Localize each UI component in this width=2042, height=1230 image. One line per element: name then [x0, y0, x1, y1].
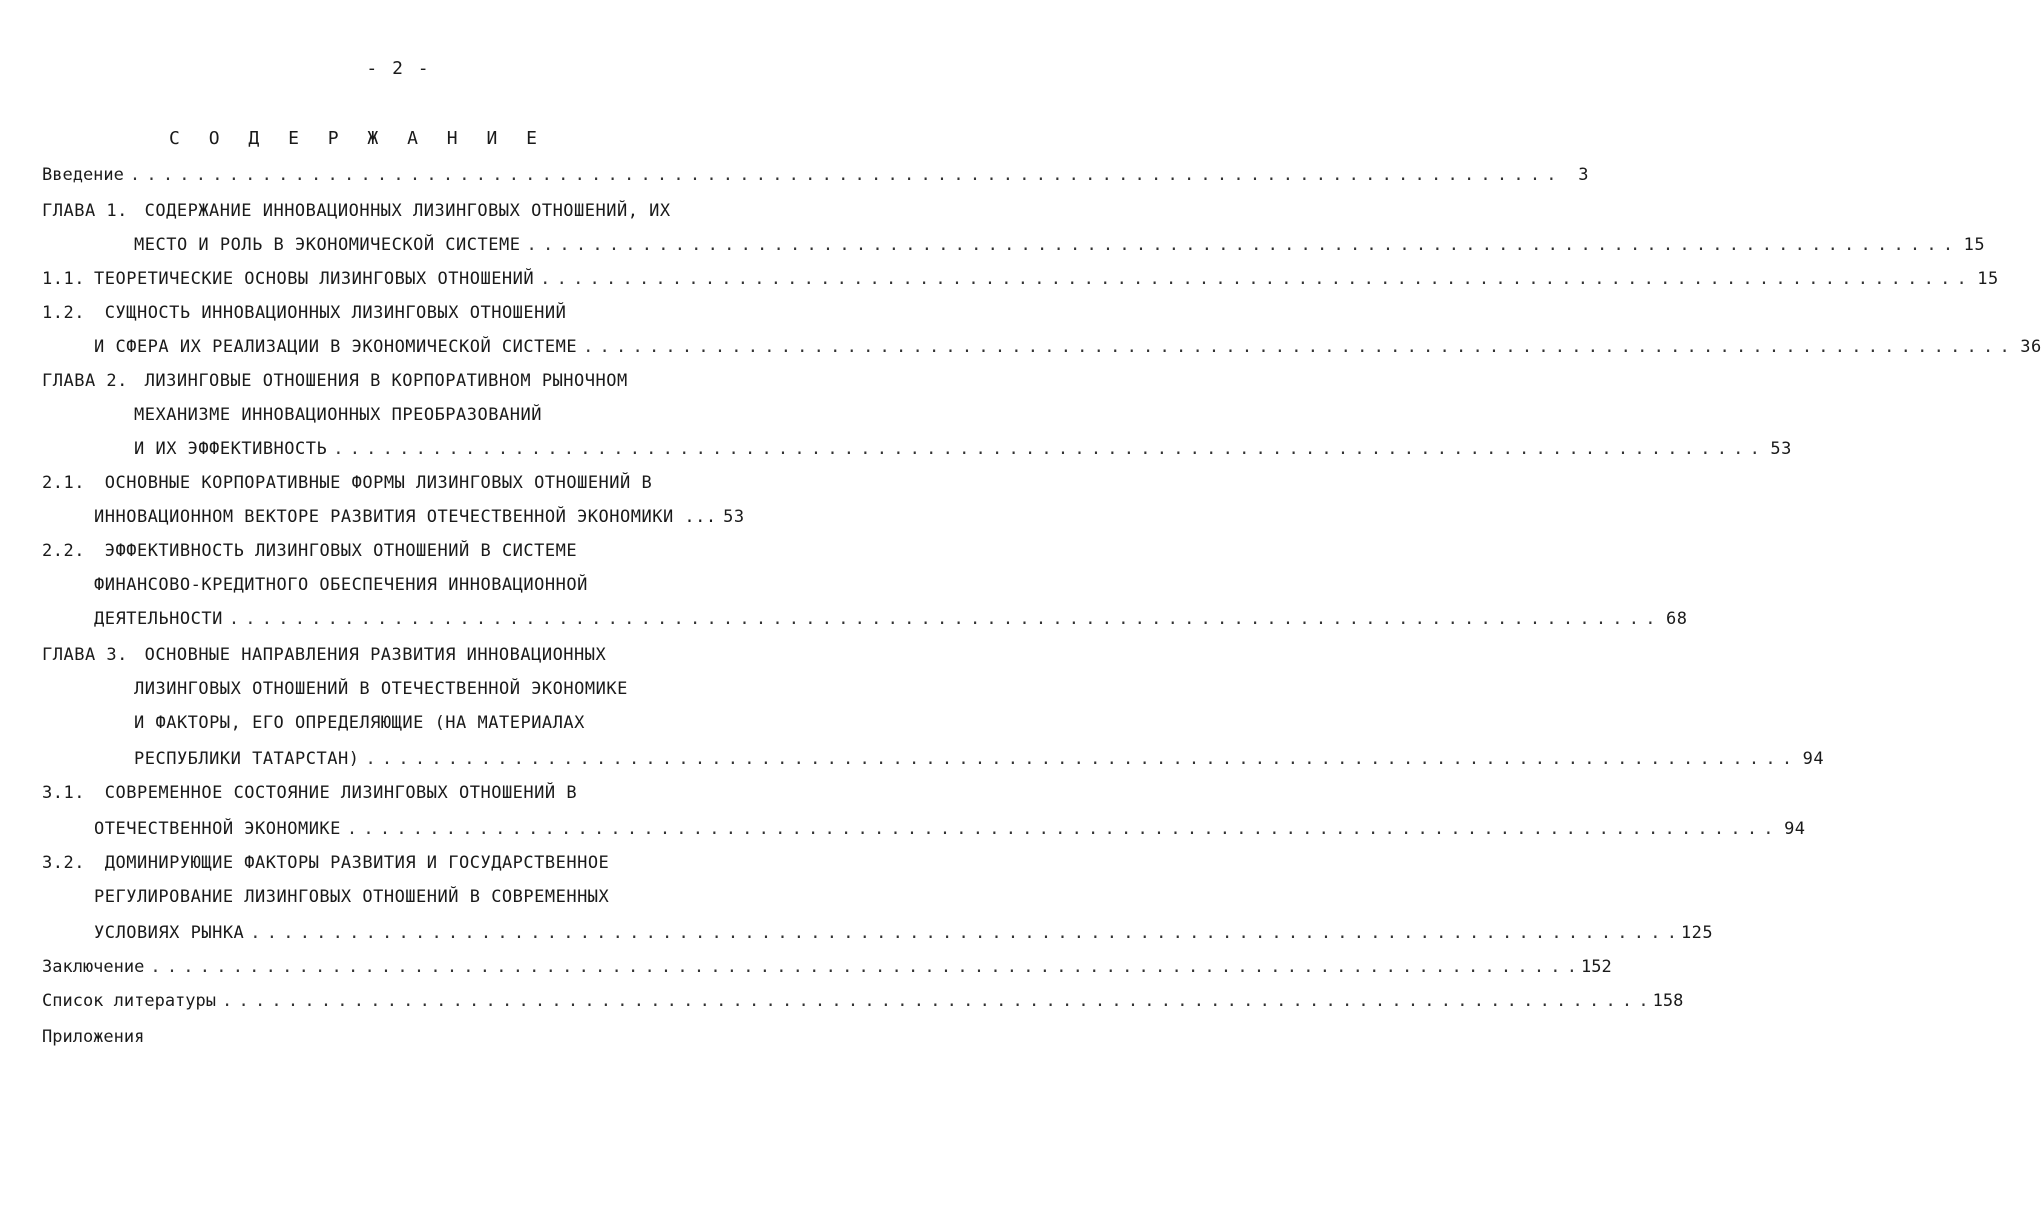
toc-chapter-2-line3[interactable]	[134, 436, 1792, 462]
toc-section-3-2-line2[interactable]	[94, 884, 891, 910]
toc-page-number: 94	[1784, 819, 1806, 839]
chapter-number: ГЛАВА 2.	[42, 371, 128, 391]
toc-entry-text: Заключение	[42, 957, 145, 977]
toc-chapter-3-line1[interactable]	[42, 642, 839, 668]
toc-page-number: 94	[1802, 749, 1825, 769]
section-title-cont: И СФЕРА ИХ РЕАЛИЗАЦИИ В ЭКОНОМИЧЕСКОЙ СИСТЕМЕ	[94, 337, 578, 357]
chapter-title-cont: ЛИЗИНГОВЫХ ОТНОШЕНИЙ В ОТЕЧЕСТВЕННОЙ ЭКОНОМИКЕ	[134, 679, 628, 699]
page-number: - 2 -	[366, 58, 431, 79]
toc-chapter-2-line1[interactable]	[42, 368, 839, 394]
section-number: 3.1.	[42, 783, 85, 803]
section-title-cont: ФИНАНСОВО-КРЕДИТНОГО ОБЕСПЕЧЕНИЯ ИННОВАЦИОННОЙ	[94, 575, 588, 595]
section-number: 2.1.	[42, 473, 85, 493]
chapter-title: ЛИЗИНГОВЫЕ ОТНОШЕНИЯ В КОРПОРАТИВНОМ РЫНОЧНОМ	[144, 371, 628, 391]
toc-section-3-1-line2[interactable]	[94, 816, 1806, 842]
toc-section-2-2-line2[interactable]	[94, 572, 891, 598]
toc-section-2-2-line1[interactable]	[42, 538, 839, 564]
toc-section-1-2-line2[interactable]	[94, 334, 2042, 360]
section-title: ОСНОВНЫЕ КОРПОРАТИВНЫЕ ФОРМЫ ЛИЗИНГОВЫХ ОТНОШЕНИЙ В	[104, 473, 653, 493]
chapter-number: ГЛАВА 3.	[42, 645, 128, 665]
leader-dots	[333, 436, 1758, 462]
leader-dots	[526, 232, 1951, 258]
section-number: 1.2.	[42, 303, 85, 323]
leader-dots	[365, 746, 1790, 772]
section-title-cont: ДЕЯТЕЛЬНОСТИ	[94, 609, 223, 629]
chapter-number: ГЛАВА 1.	[42, 201, 128, 221]
chapter-title-cont: МЕХАНИЗМЕ ИННОВАЦИОННЫХ ПРЕОБРАЗОВАНИЙ	[134, 405, 542, 425]
chapter-title-cont: РЕСПУБЛИКИ ТАТАРСТАН)	[134, 749, 360, 769]
section-number: 2.2.	[42, 541, 85, 561]
toc-entry-conclusion[interactable]	[42, 954, 1612, 980]
toc-section-2-1-line2[interactable]	[94, 504, 745, 530]
section-title: ЭФФЕКТИВНОСТЬ ЛИЗИНГОВЫХ ОТНОШЕНИЙ В СИСТЕМЕ	[104, 541, 578, 561]
toc-page-number: 125	[1680, 923, 1714, 943]
toc-section-3-1-line1[interactable]	[42, 780, 839, 806]
leader-dots	[250, 920, 1675, 946]
toc-chapter-1-line2[interactable]	[134, 232, 1986, 258]
toc-section-3-2-line3[interactable]	[94, 920, 1714, 946]
toc-chapter-3-line3[interactable]	[134, 710, 931, 736]
leader-dots	[347, 816, 1772, 842]
toc-page-number: 36	[2020, 337, 2042, 357]
toc-section-2-2-line3[interactable]	[94, 606, 1688, 632]
toc-chapter-3-line4[interactable]	[134, 746, 1825, 772]
section-title: СОВРЕМЕННОЕ СОСТОЯНИЕ ЛИЗИНГОВЫХ ОТНОШЕНИЙ В	[104, 783, 578, 803]
chapter-title-cont: И ИХ ЭФФЕКТИВНОСТЬ	[134, 439, 328, 459]
chapter-title: ОСНОВНЫЕ НАПРАВЛЕНИЯ РАЗВИТИЯ ИННОВАЦИОННЫХ	[144, 645, 607, 665]
toc-page-number: 15	[1977, 269, 1999, 289]
toc-entry-text: Список литературы	[42, 991, 216, 1011]
toc-section-1-1[interactable]	[42, 266, 1999, 292]
toc-page-number: 15	[1963, 235, 1986, 255]
leader-dots	[540, 266, 1965, 292]
section-title-cont: ОТЕЧЕСТВЕННОЙ ЭКОНОМИКЕ	[94, 819, 341, 839]
section-number: 3.2.	[42, 853, 85, 873]
toc-entry-references[interactable]	[42, 988, 1684, 1014]
toc-page-number: 3	[1578, 165, 1589, 185]
toc-page-number: 53	[723, 507, 745, 527]
toc-title: С О Д Е Р Ж А Н И Е	[169, 128, 546, 149]
toc-page-number: 53	[1770, 439, 1792, 459]
toc-section-3-2-line1[interactable]	[42, 850, 839, 876]
chapter-title: СОДЕРЖАНИЕ ИННОВАЦИОННЫХ ЛИЗИНГОВЫХ ОТНОШЕНИЙ, ИХ	[144, 201, 671, 221]
toc-entry-text: Введение	[42, 165, 124, 185]
toc-chapter-3-line2[interactable]	[134, 676, 931, 702]
section-title-cont: ИННОВАЦИОННОМ ВЕКТОРЕ РАЗВИТИЯ ОТЕЧЕСТВЕННОЙ ЭКОНОМИКИ ...	[94, 507, 717, 527]
toc-page-number: 158	[1652, 991, 1684, 1011]
section-number: 1.1.	[42, 269, 85, 289]
leader-dots	[222, 988, 1647, 1014]
toc-chapter-1-line1[interactable]	[42, 198, 839, 224]
leader-dots	[583, 334, 2008, 360]
section-title: ДОМИНИРУЮЩИЕ ФАКТОРЫ РАЗВИТИЯ И ГОСУДАРСТВЕННОЕ	[104, 853, 610, 873]
leader-dots	[130, 162, 1555, 188]
toc-page-number: 68	[1665, 609, 1688, 629]
leader-dots	[150, 954, 1575, 980]
toc-section-2-1-line1[interactable]	[42, 470, 839, 496]
toc-page-number: 152	[1581, 957, 1612, 977]
leader-dots	[229, 606, 1654, 632]
chapter-title-cont: И ФАКТОРЫ, ЕГО ОПРЕДЕЛЯЮЩИЕ (НА МАТЕРИАЛАХ	[134, 713, 585, 733]
toc-chapter-2-line2[interactable]	[134, 402, 931, 428]
toc-section-1-2-line1[interactable]	[42, 300, 839, 326]
chapter-title-cont: МЕСТО И РОЛЬ В ЭКОНОМИЧЕСКОЙ СИСТЕМЕ	[134, 235, 521, 255]
toc-entry-intro[interactable]	[42, 162, 1589, 188]
section-title: СУЩНОСТЬ ИННОВАЦИОННЫХ ЛИЗИНГОВЫХ ОТНОШЕНИЙ	[104, 303, 567, 323]
section-title-cont: РЕГУЛИРОВАНИЕ ЛИЗИНГОВЫХ ОТНОШЕНИЙ В СОВРЕМЕННЫХ	[94, 887, 610, 907]
section-title-cont: УСЛОВИЯХ РЫНКА	[94, 923, 245, 943]
section-title: ТЕОРЕТИЧЕСКИЕ ОСНОВЫ ЛИЗИНГОВЫХ ОТНОШЕНИЙ	[94, 269, 535, 289]
toc-entry-text: Приложения	[42, 1027, 145, 1047]
toc-entry-appendices[interactable]	[42, 1024, 839, 1050]
